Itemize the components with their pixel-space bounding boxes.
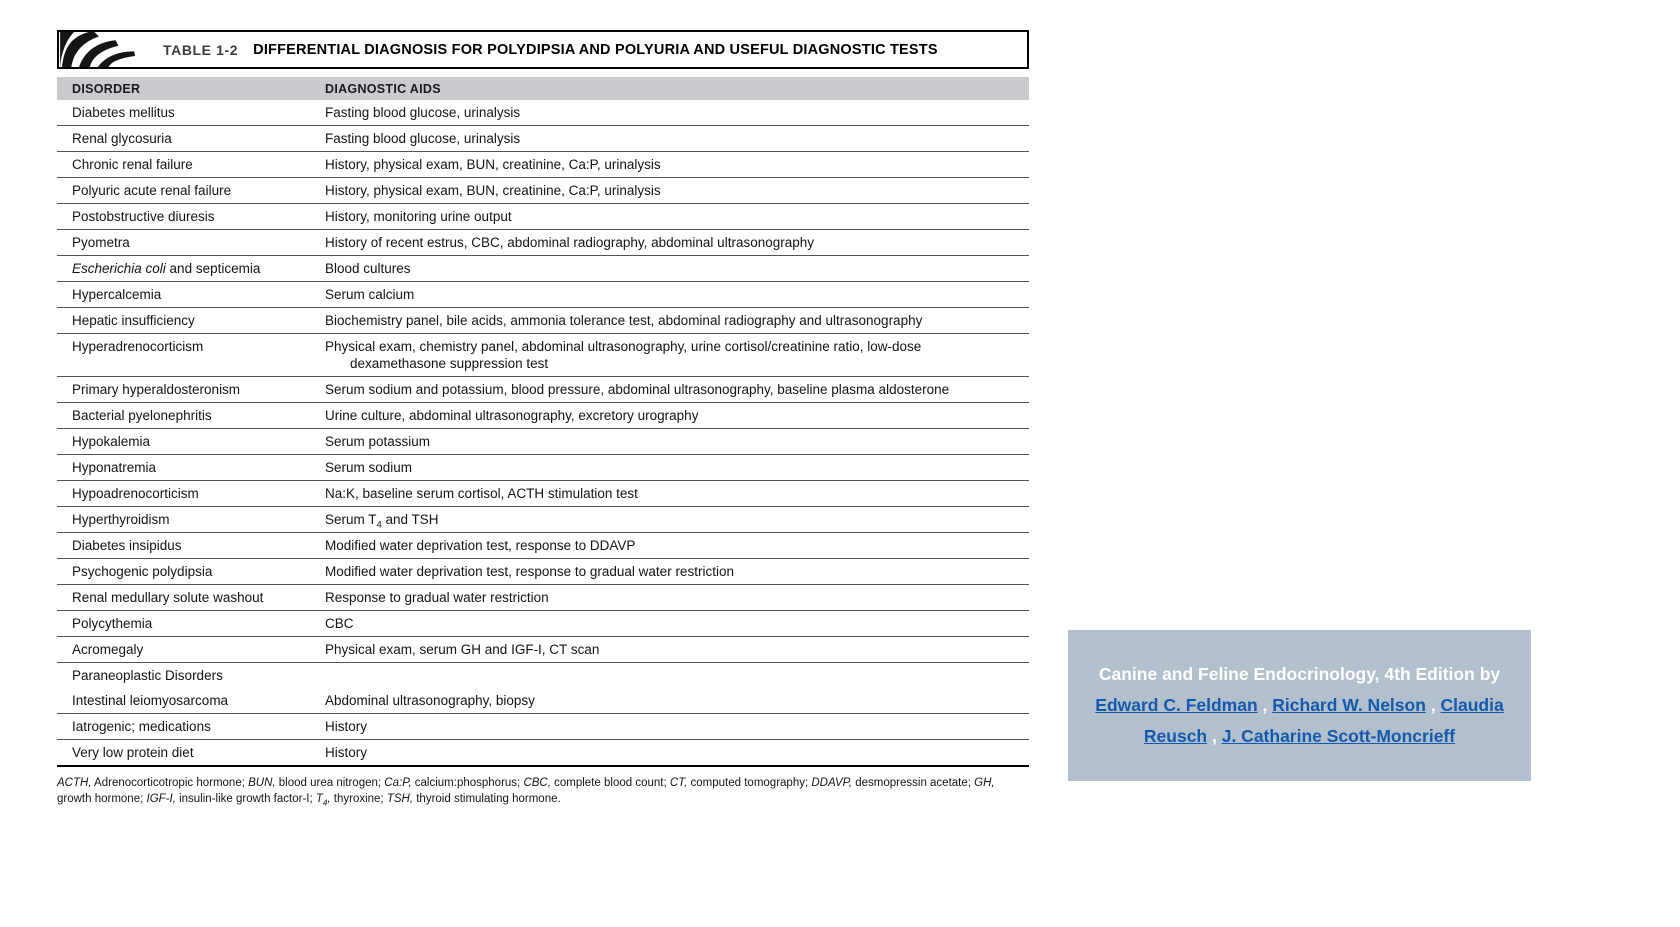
table-row [57, 204, 1029, 230]
table-row [57, 481, 1029, 507]
aids-cell: Physical exam, chemistry panel, abdominal ultrasonography, urine cortisol/creatinine ratio, low-dose dexamethasone suppression test [325, 339, 922, 371]
aids-cell: Urine culture, abdominal ultrasonography, excretory urography [325, 408, 699, 423]
disorder-cell: Intestinal leiomyosarcoma [72, 693, 229, 708]
table-row [57, 256, 1029, 282]
column-header-diagnostic-aids: DIAGNOSTIC AIDS [325, 81, 441, 96]
table-footnote: ACTH, Adrenocorticotropic hormone; BUN, blood urea nitrogen; Ca:P, calcium:phosphorus; CBC, complete blood count; CT, computed tomography; DDAVP, desmopressin acetate; GH, growth hormone; IGF-I, insulin-like growth factor-I; $T_4$, thyroxine; TSH, thyroid stimulating hormone. [57, 777, 995, 807]
disorder-cell: Renal medullary solute washout [72, 590, 264, 605]
aids-cell: CBC [325, 616, 354, 631]
disorder-cell: Hyperadrenocorticism [72, 339, 204, 354]
aids-cell: Response to gradual water restriction [325, 590, 549, 605]
table-row [57, 611, 1029, 637]
author-separator: , [1257, 695, 1273, 715]
aids-cell: History, physical exam, BUN, creatinine, Ca:P, urinalysis [325, 183, 661, 198]
diagnosis-table [57, 30, 1029, 807]
aids-cell: History [325, 719, 368, 734]
aids-cell: History, monitoring urine output [325, 209, 512, 224]
disorder-cell: Hypercalcemia [72, 287, 162, 302]
table-row [57, 178, 1029, 204]
disorder-cell: Hypoadrenocorticism [72, 486, 199, 501]
disorder-cell: Paraneoplastic Disorders [72, 668, 223, 683]
table-row [57, 282, 1029, 308]
table-row [57, 637, 1029, 663]
table-row [57, 152, 1029, 178]
aids-cell: History [325, 745, 368, 760]
disorder-cell: Acromegaly [72, 642, 144, 657]
aids-cell: Serum potassium [325, 434, 431, 449]
table-row [57, 403, 1029, 429]
table-row [57, 455, 1029, 481]
disorder-cell: Diabetes mellitus [72, 105, 175, 120]
aids-cell: Serum sodium [325, 460, 413, 475]
disorder-cell: Renal glycosuria [72, 131, 172, 146]
aids-cell: Physical exam, serum GH and IGF-I, CT scan [325, 642, 600, 657]
table-row [57, 377, 1029, 403]
author-separator: , [1207, 726, 1222, 746]
disorder-cell: Polycythemia [72, 616, 153, 631]
citation-authors [1095, 695, 1503, 746]
column-header-disorder: DISORDER [72, 81, 141, 96]
citation-title: Canine and Feline Endocrinology, 4th Edition [1098, 664, 1475, 684]
fan-decoration-icon [59, 31, 163, 68]
table-row [57, 714, 1029, 740]
table-row [57, 663, 1029, 688]
table-row [57, 688, 1029, 714]
disorder-cell: Bacterial pyelonephritis [72, 408, 212, 423]
disorder-cell: Diabetes insipidus [72, 538, 182, 553]
table-label: TABLE 1-2 [163, 41, 239, 58]
aids-cell: Serum sodium and potassium, blood pressure, abdominal ultrasonography, baseline plasma aldosterone [325, 382, 950, 397]
author-link[interactable]: Richard W. Nelson [1272, 695, 1426, 715]
table-title-bar [57, 30, 1029, 69]
aids-cell: Fasting blood glucose, urinalysis [325, 131, 521, 146]
table-row [57, 533, 1029, 559]
aids-cell: Fasting blood glucose, urinalysis [325, 105, 521, 120]
disorder-cell: Hepatic insufficiency [72, 313, 195, 328]
table-row [57, 308, 1029, 334]
aids-cell: Na:K, baseline serum cortisol, ACTH stimulation test [325, 486, 638, 501]
aids-cell: Serum calcium [325, 287, 415, 302]
table-row [57, 740, 1029, 767]
disorder-cell: Pyometra [72, 235, 130, 250]
aids-cell: Blood cultures [325, 261, 411, 276]
author-separator: , [1425, 695, 1441, 715]
aids-cell: Serum $T_4$ and TSH [325, 512, 439, 531]
disorder-cell: Hyperthyroidism [72, 512, 170, 527]
citation-box [1068, 630, 1531, 781]
table-row [57, 429, 1029, 455]
aids-cell: Abdominal ultrasonography, biopsy [325, 693, 535, 708]
table-row [57, 585, 1029, 611]
author-link[interactable]: Edward C. Feldman [1095, 695, 1258, 715]
aids-cell: History of recent estrus, CBC, abdominal radiography, abdominal ultrasonography [325, 235, 814, 250]
disorder-cell: Hypokalemia [72, 434, 151, 449]
disorder-cell: Primary hyperaldosteronism [72, 382, 241, 397]
citation-by-label: by [1479, 664, 1501, 684]
table-row [57, 334, 1029, 377]
table-row [57, 100, 1029, 126]
table-row [57, 126, 1029, 152]
author-link[interactable]: Claudia Reusch [1143, 695, 1504, 746]
disorder-cell: Escherichia coli and septicemia [72, 261, 261, 276]
aids-cell: Modified water deprivation test, response to DDAVP [325, 538, 636, 553]
disorder-cell: Polyuric acute renal failure [72, 183, 232, 198]
citation-text [1092, 659, 1507, 752]
aids-cell: History, physical exam, BUN, creatinine, Ca:P, urinalysis [325, 157, 661, 172]
table-row [57, 559, 1029, 585]
disorder-cell: Psychogenic polydipsia [72, 564, 213, 579]
disorder-cell: Postobstructive diuresis [72, 209, 215, 224]
disorder-cell: Iatrogenic; medications [72, 719, 211, 734]
table-body [57, 100, 1029, 767]
disorder-cell: Hyponatremia [72, 460, 157, 475]
table-row [57, 507, 1029, 533]
aids-cell: Biochemistry panel, bile acids, ammonia tolerance test, abdominal radiography and ultrasonography [325, 313, 923, 328]
table-title: DIFFERENTIAL DIAGNOSIS FOR POLYDIPSIA AND POLYURIA AND USEFUL DIAGNOSTIC TESTS [253, 41, 938, 58]
author-link[interactable]: J. Catharine Scott-Moncrieff [1221, 726, 1456, 746]
aids-cell [325, 667, 1029, 684]
disorder-cell: Very low protein diet [72, 745, 194, 760]
aids-cell: Modified water deprivation test, response to gradual water restriction [325, 564, 734, 579]
table-column-header [57, 77, 1029, 100]
table-row [57, 230, 1029, 256]
disorder-cell: Chronic renal failure [72, 157, 193, 172]
